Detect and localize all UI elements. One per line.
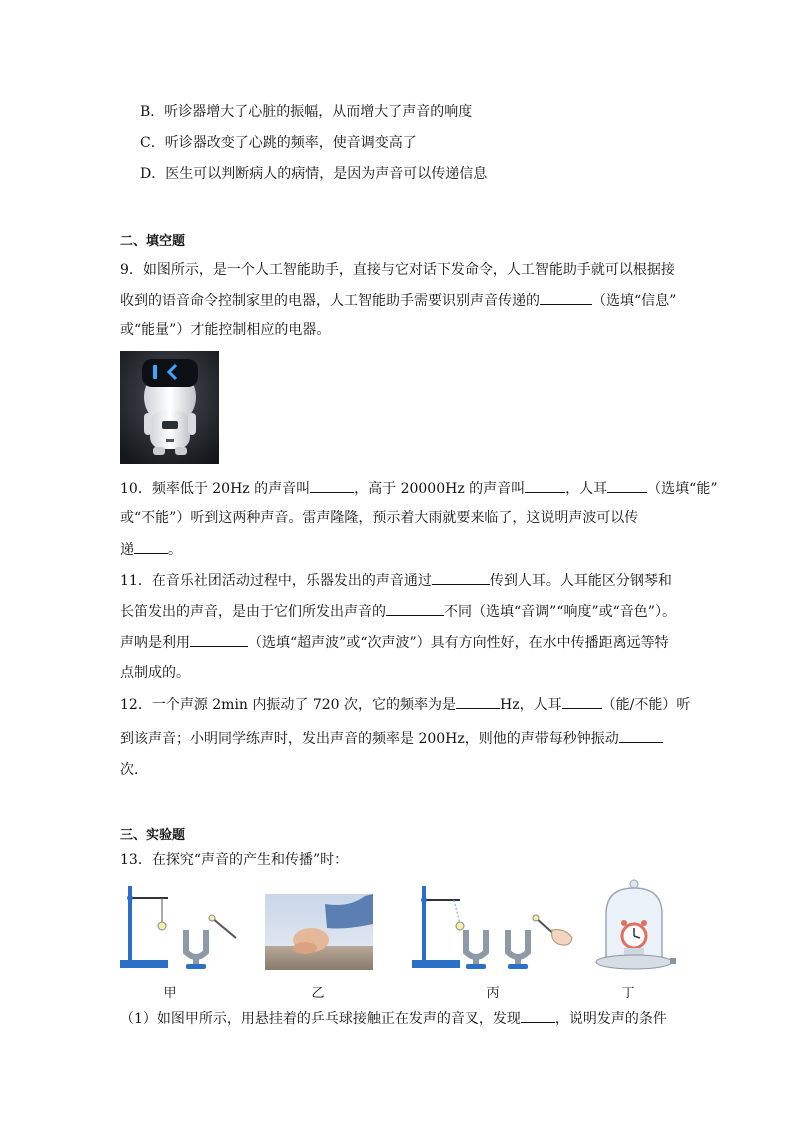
section-title-fill-blank: 二、填空题 bbox=[120, 234, 186, 249]
answer-blank[interactable] bbox=[607, 478, 647, 493]
figure-label-bing: 丙 bbox=[486, 986, 500, 1001]
answer-blank[interactable] bbox=[619, 728, 663, 743]
q13-sub1: （1）如图甲所示，用悬挂着的乒乓球接触正在发声的音叉，发现 ，说明发声的条件 bbox=[120, 1008, 667, 1029]
answer-blank[interactable] bbox=[310, 478, 354, 493]
figure-yi-photo bbox=[265, 894, 373, 970]
q10-line1: 10．频率低于 20Hz 的声音叫 ，高于 20000Hz 的声音叫 ，人耳 （选填“能” bbox=[120, 478, 717, 499]
option-d: D．医生可以判断病人的病情，是因为声音可以传递信息 bbox=[140, 166, 488, 182]
robot-image bbox=[120, 351, 219, 464]
q11-line4: 点制成的。 bbox=[120, 665, 190, 681]
q10-line3: 递 。 bbox=[120, 539, 182, 560]
answer-blank[interactable] bbox=[432, 570, 490, 585]
figure-jia-apparatus bbox=[116, 880, 246, 975]
q12-line1: 12．一个声源 2min 内振动了 720 次，它的频率为是 Hz，人耳 （能/不能）听 bbox=[120, 694, 690, 715]
figure-label-yi: 乙 bbox=[311, 986, 325, 1001]
figure-label-ding: 丁 bbox=[621, 986, 635, 1001]
figure-label-jia: 甲 bbox=[163, 986, 177, 1001]
answer-blank[interactable] bbox=[456, 694, 500, 709]
q12-line2: 到该声音；小明同学练声时，发出声音的频率是 200Hz，则他的声带每秒钟振动 bbox=[120, 728, 663, 749]
option-c: C．听诊器改变了心跳的频率，使音调变高了 bbox=[140, 135, 417, 151]
section-title-experiment: 三、实验题 bbox=[120, 828, 186, 843]
q10-line2: 或“不能”）听到这两种声音。雷声隆隆，预示着大雨就要来临了，这说明声波可以传 bbox=[120, 510, 639, 526]
figure-ding-bell-jar bbox=[594, 878, 678, 974]
q11-line2: 长笛发出的声音，是由于它们所发出声音的 不同（选填“音调”“响度”或“音色”）。 bbox=[120, 601, 676, 622]
answer-blank[interactable] bbox=[525, 478, 565, 493]
answer-blank[interactable] bbox=[540, 290, 592, 305]
q9-line3: 或“能量”）才能控制相应的电器。 bbox=[120, 322, 331, 338]
answer-blank[interactable] bbox=[386, 601, 444, 616]
answer-blank[interactable] bbox=[521, 1008, 555, 1023]
answer-blank[interactable] bbox=[190, 632, 248, 647]
option-b: B．听诊器增大了心脏的振幅，从而增大了声音的响度 bbox=[140, 104, 473, 120]
q13-stem: 13．在探究“声音的产生和传播”时： bbox=[120, 852, 349, 868]
q9-line1: 9．如图所示，是一个人工智能助手，直接与它对话下发命令，人工智能助手就可以根据接 bbox=[120, 262, 675, 278]
q11-line1: 11．在音乐社团活动过程中，乐器发出的声音通过 传到人耳。人耳能区分钢琴和 bbox=[120, 570, 672, 591]
q12-line3: 次. bbox=[120, 762, 139, 778]
q9-line2: 收到的语音命令控制家里的电器，人工智能助手需要识别声音传递的 （选填“信息” bbox=[120, 290, 676, 311]
q11-line3: 声呐是利用 （选填“超声波”或“次声波”）具有方向性好，在水中传播距离远等特 bbox=[120, 632, 669, 653]
answer-blank[interactable] bbox=[134, 539, 168, 554]
answer-blank[interactable] bbox=[562, 694, 602, 709]
figure-bing-apparatus bbox=[410, 880, 578, 975]
